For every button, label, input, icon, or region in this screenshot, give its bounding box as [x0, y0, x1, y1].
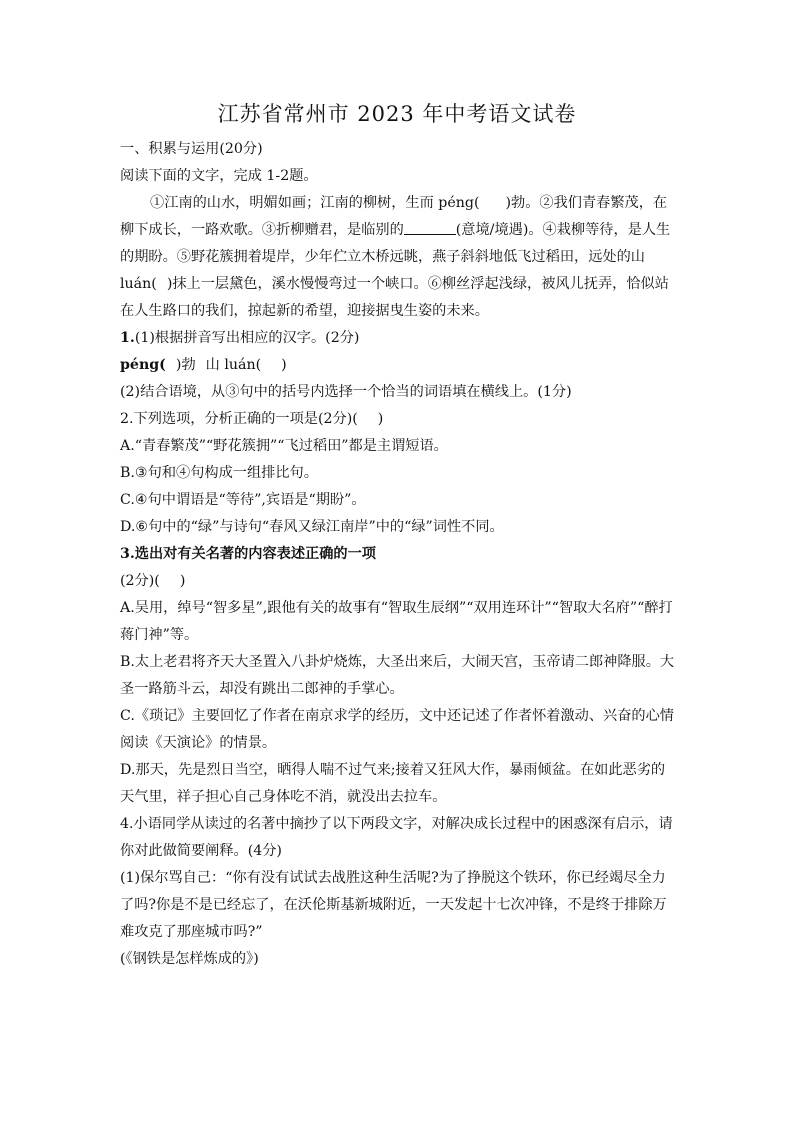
- exam-title: 江苏省常州市 2023 年中考语文试卷: [217, 102, 577, 126]
- reading-instruction: 阅读下面的文字，完成 1-2题。: [120, 168, 318, 184]
- question-2-option-c: C.④句中谓语是“等待”,宾语是“期盼”。: [120, 492, 366, 508]
- question-3-option-d: D.那天，先是烈日当空，晒得人喘不过气来;接着又狂风大作，暴雨倾盆。在如此恶劣的天气里，祥子担心自己身体吃不消，就没出去拉车。: [120, 762, 666, 805]
- question-2-stem: 2.下列选项，分析正确的一项是(2分)(: [120, 411, 358, 427]
- question-1-stem: (1)根据拼音写出相应的汉字。(2分): [134, 330, 360, 346]
- question-1-answer-line: [120, 352, 678, 379]
- question-3-score: [120, 568, 678, 595]
- section-heading: 一、积累与运用(20分): [120, 141, 263, 157]
- question-4-source-1: (《钢铁是怎样炼成的》): [120, 951, 259, 967]
- question-1-number: 1.: [120, 330, 135, 346]
- answer-pinyin-luan: 山 luán(: [205, 357, 262, 373]
- question-3-stem: 3.选出对有关名著的内容表述正确的一项: [120, 546, 376, 562]
- question-1-sub-2: (2)结合语境，从③句中的括号内选择一个恰当的词语填在横线上。(1分): [120, 384, 572, 400]
- passage-part-1: ①江南的山水，明媚如画；江南的柳树，生而 péng(: [150, 195, 480, 211]
- answer-bo: )勃: [175, 357, 196, 373]
- question-3-option-a: A.吴用，绰号“智多星”,跟他有关的故事有“智取生辰纲”“双用连环计”“智取大名府”“醉打蒋门神”等。: [120, 600, 673, 643]
- question-3-score-end: ): [179, 573, 186, 589]
- question-3-score-text: (2分)(: [120, 573, 160, 589]
- passage-part-3: (意境/境遇)。④栽柳等待，是人生的期盼。⑤野花簇拥着堤岸，少年伫立木桥远眺，燕子斜斜地低飞过稻田，远处的山 luán(: [120, 222, 671, 292]
- reading-passage: [120, 190, 678, 325]
- question-3-option-b: B.太上老君将齐天大圣置入八卦炉烧炼，大圣出来后，大闹天宫，玉帝请二郎神降服。大圣一路筋斗云，却没有跳出二郎神的手掌心。: [120, 654, 675, 697]
- answer-close-paren: ): [281, 357, 287, 373]
- exam-content: [120, 136, 678, 973]
- answer-pinyin-peng: péng(: [120, 357, 166, 373]
- question-2-option-b: B.③句和④句构成一组排比句。: [120, 465, 318, 481]
- question-1: [120, 325, 678, 352]
- question-2: [120, 406, 678, 433]
- question-4-stem: 4.小语同学从读过的名著中摘抄了以下两段文字，对解决成长过程中的困惑深有启示，请你对此做简要阐释。(4分): [120, 816, 673, 859]
- question-3-option-c: C.《琐记》主要回忆了作者在南京求学的经历，文中还记述了作者怀着激动、兴奋的心情阅读《天演论》的情景。: [120, 708, 674, 751]
- question-2-stem-end: ): [377, 411, 384, 427]
- fill-in-blank-line: [404, 220, 456, 235]
- question-2-option-a: A.“青春繁茂”“野花簇拥”“飞过稻田”都是主谓短语。: [120, 438, 448, 454]
- passage-part-4: )抹上一层黛色，溪水慢慢弯过一个峡口。⑥柳丝浮起浅绿，被风儿抚弄，恰似站在人生路口的我们，掠起新的希望，迎接据曳生姿的未来。: [120, 276, 669, 319]
- question-4-item-1: (1)保尔骂自己：“你有没有试试去战胜这种生活呢?为了挣脱这个铁环，你已经竭尽全力了吗?你是不是已经忘了，在沃伦斯基新城附近，一天发起十七次冲锋，不是终于排除万难攻克了那座城市吗?”: [120, 870, 667, 940]
- question-2-option-d: D.⑥句中的“绿”与诗句“春风又绿江南岸”中的“绿”词性不同。: [120, 519, 504, 535]
- passage-part-2: )勃。②我们青春繁茂，在柳下成长，一路欢歌。③折柳赠君，是临别的: [120, 195, 668, 238]
